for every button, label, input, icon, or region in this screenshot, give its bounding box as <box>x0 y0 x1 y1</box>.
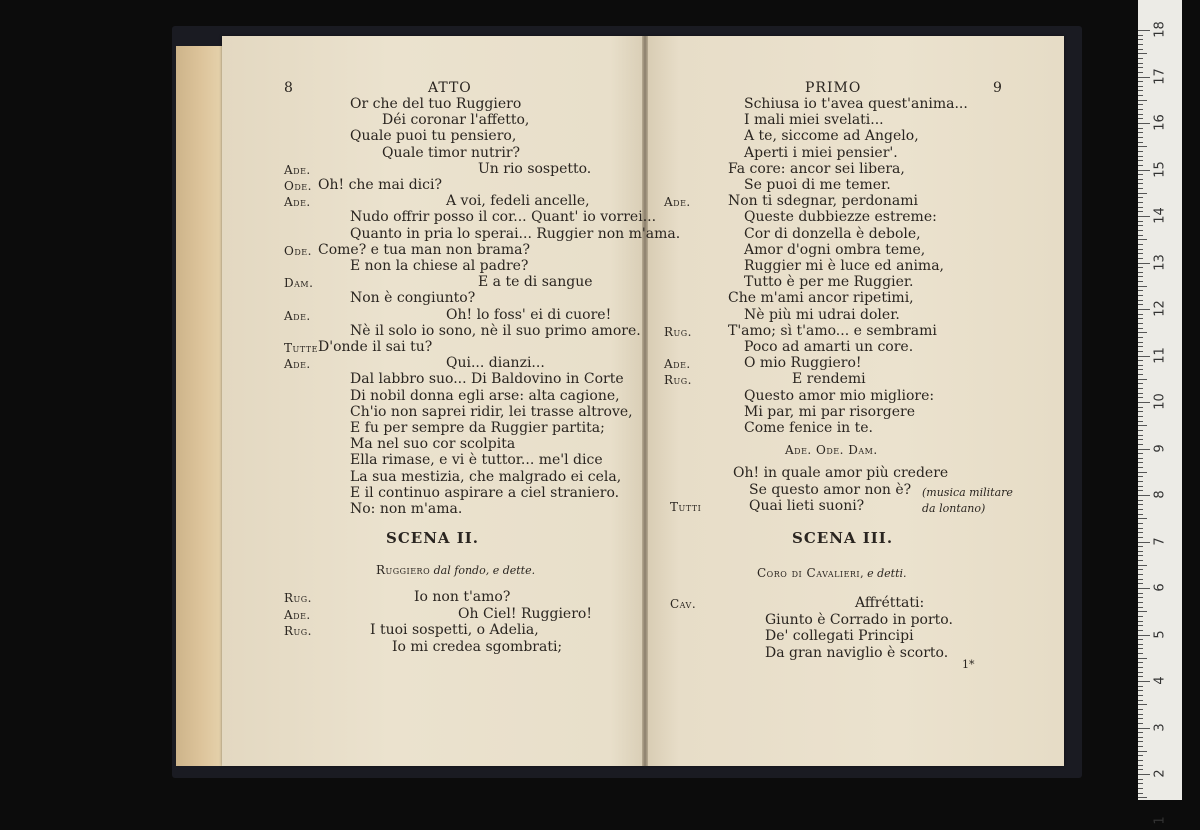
ruler-tick <box>1138 63 1143 64</box>
ruler-tick <box>1138 462 1143 463</box>
ruler-label: 9 <box>1152 443 1168 453</box>
verse-line: Ma nel suo cor scolpita <box>350 436 516 453</box>
ruler-tick <box>1138 630 1143 631</box>
ruler-tick <box>1138 281 1143 282</box>
ruler-tick <box>1138 518 1147 519</box>
ruler-tick <box>1138 235 1143 236</box>
ruler-tick <box>1138 156 1143 157</box>
verse-line: Giunto è Corrado in porto. <box>765 611 953 628</box>
ruler-tick <box>1138 360 1143 361</box>
speaker-label: Ade. <box>284 308 311 323</box>
ruler-tick <box>1138 476 1143 477</box>
ruler-tick <box>1138 723 1143 724</box>
ruler-tick <box>1138 616 1143 617</box>
ruler-tick <box>1138 467 1143 468</box>
ruler-tick <box>1138 597 1143 598</box>
speaker-label: Cav. <box>670 597 697 611</box>
ruler-label: 10 <box>1152 393 1168 410</box>
verse-line: Nè più mi udrai doler. <box>744 306 900 323</box>
ruler-tick <box>1138 351 1143 352</box>
verse-line: Ruggier mi è luce ed anima, <box>744 258 945 274</box>
ruler-tick <box>1138 30 1150 31</box>
verse-line: Come? e tua man non brama? <box>318 241 530 258</box>
ruler-tick <box>1138 676 1143 677</box>
ruler-tick <box>1138 500 1143 501</box>
ruler-tick <box>1138 160 1143 161</box>
verse-line: Questo amor mio migliore: <box>744 387 935 404</box>
ruler-tick <box>1138 239 1147 240</box>
page-stack-edge <box>176 46 224 766</box>
ruler-tick <box>1138 323 1143 324</box>
verse-line: Se puoi di me temer. <box>744 177 891 193</box>
ruler-tick <box>1138 514 1143 515</box>
ruler-tick <box>1138 67 1143 68</box>
speaker-label: Ade. <box>284 357 311 372</box>
ruler-tick <box>1138 118 1143 119</box>
ruler-tick <box>1138 388 1143 389</box>
right-stage-direction: Coro di Cavalieri, e detti. <box>757 566 907 580</box>
ruler-tick <box>1138 342 1143 343</box>
ruler-tick <box>1138 263 1150 264</box>
verse-line: Quanto in pria lo sperai... Ruggier non m'ama. <box>350 225 681 242</box>
ruler-tick <box>1138 797 1147 798</box>
verse-line: Dal labbro suo... Di Baldovino in Corte <box>350 371 624 388</box>
verse-line: Io non t'amo? <box>414 589 511 605</box>
ruler-tick <box>1138 109 1143 110</box>
ruler-tick <box>1138 165 1143 166</box>
ruler-tick <box>1138 244 1143 245</box>
ruler-tick <box>1138 546 1143 547</box>
ruler-label: 14 <box>1152 207 1168 224</box>
verse-line: Poco ad amarti un core. <box>744 339 914 355</box>
verse-line: Non ti sdegnar, perdonami <box>728 193 918 210</box>
ruler-tick <box>1138 207 1143 208</box>
ruler-tick <box>1138 537 1143 538</box>
verse-line: E rendemi <box>792 371 866 388</box>
ruler-tick <box>1138 365 1143 366</box>
ruler-tick <box>1138 644 1143 645</box>
verse-line: Affréttati: <box>855 595 925 611</box>
ruler-tick <box>1138 369 1143 370</box>
ruler-tick <box>1138 300 1143 301</box>
stage-direction-rest: e detti. <box>867 567 907 580</box>
verse-line: Quai lieti suoni? <box>749 498 865 514</box>
ruler-tick <box>1138 690 1143 691</box>
verse-line: E a te di sangue <box>478 274 593 291</box>
verse-line: Non è congiunto? <box>350 290 476 307</box>
ruler-tick <box>1138 430 1143 431</box>
ruler-tick <box>1138 765 1143 766</box>
verse-line: Io mi credea sgombrati; <box>392 638 563 655</box>
ruler-tick <box>1138 146 1147 147</box>
ruler-tick <box>1138 672 1143 673</box>
ruler-tick <box>1138 746 1143 747</box>
verse-line: Oh! lo foss' ei di cuore! <box>446 306 612 323</box>
ruler-tick <box>1138 407 1143 408</box>
verse-line: Oh! che mai dici? <box>318 177 442 193</box>
ruler-tick <box>1138 560 1143 561</box>
ruler-tick <box>1138 681 1150 682</box>
ruler-tick <box>1138 128 1143 129</box>
ruler-tick <box>1138 658 1147 659</box>
ruler-tick <box>1138 90 1143 91</box>
ruler-label: 17 <box>1152 67 1168 85</box>
ruler-tick <box>1138 700 1143 701</box>
ruler-tick <box>1138 695 1143 696</box>
verse-line: Or che del tuo Ruggiero <box>350 96 522 112</box>
ruler-tick <box>1138 481 1143 482</box>
verse-line: Quale puoi tu pensiero, <box>350 128 517 145</box>
ruler-label: 5 <box>1152 629 1168 639</box>
verse-line: A voi, fedeli ancelle, <box>446 193 590 210</box>
ruler-tick <box>1138 123 1150 124</box>
ruler-tick <box>1138 574 1143 575</box>
ruler-tick <box>1138 151 1143 152</box>
ruler-tick <box>1138 555 1143 556</box>
ruler-tick <box>1138 211 1143 212</box>
ruler-tick <box>1138 221 1143 222</box>
ruler-tick <box>1138 267 1143 268</box>
verse-line: Schiusa io t'avea quest'anima... <box>744 96 968 112</box>
ruler-tick <box>1138 253 1143 254</box>
speaker-label: Rug. <box>664 324 692 339</box>
ruler-tick <box>1138 286 1147 287</box>
ruler-tick <box>1138 393 1143 394</box>
ruler-tick <box>1138 397 1143 398</box>
right-page-number: 9 <box>993 80 1002 96</box>
ruler-tick <box>1138 332 1147 333</box>
ruler-tick <box>1138 230 1143 231</box>
verse-line: Déi coronar l'affetto, <box>382 112 530 129</box>
stage-direction-rest: dal fondo, e dette. <box>433 564 536 577</box>
ruler-tick <box>1138 495 1150 496</box>
ruler-tick <box>1138 648 1143 649</box>
ruler-label: 18 <box>1152 21 1168 38</box>
speaker-label: Rug. <box>664 373 692 388</box>
verse-line: Quale timor nutrir? <box>382 144 521 161</box>
verse-line: E il continuo aspirare a ciel straniero. <box>350 484 620 501</box>
ruler-tick <box>1138 635 1150 636</box>
verse-line: I tuoi sospetti, o Adelia, <box>370 622 539 638</box>
ruler-tick <box>1138 509 1143 510</box>
ruler-tick <box>1138 741 1143 742</box>
ruler-tick <box>1138 602 1143 603</box>
ruler-tick <box>1138 449 1150 450</box>
ruler-tick <box>1138 35 1143 36</box>
ruler-label: 8 <box>1152 490 1168 499</box>
verse-line: Oh! in quale amor più credere <box>733 465 949 481</box>
speaker-label: Ode. <box>284 243 312 258</box>
ruler-tick <box>1138 793 1143 794</box>
ruler-tick <box>1138 318 1143 319</box>
speaker-label: Ade. <box>284 195 311 210</box>
left-stage-direction <box>376 562 535 579</box>
ruler-tick <box>1138 374 1143 375</box>
verse-line: D'onde il sai tu? <box>318 339 433 355</box>
verse-line: Tutto è per me Ruggier. <box>744 274 914 291</box>
verse-line: Queste dubbiezze estreme: <box>744 209 937 226</box>
ruler-tick <box>1138 439 1143 440</box>
speaker-label: Ade. <box>284 162 311 177</box>
verse-line: Da gran naviglio è scorto. <box>765 644 949 661</box>
ruler-tick <box>1138 579 1143 580</box>
speaker-label: Rug. <box>284 624 312 638</box>
ruler-tick <box>1138 528 1143 529</box>
verse-line: Mi par, mi par risorgere <box>744 403 915 420</box>
ruler-tick <box>1138 639 1143 640</box>
ruler-tick <box>1138 774 1150 775</box>
verse-line: Oh Ciel! Ruggiero! <box>458 605 592 622</box>
ruler-tick <box>1138 272 1143 273</box>
verse-line: Nè il solo io sono, nè il suo primo amore. <box>350 322 641 339</box>
ruler-tick <box>1138 114 1143 115</box>
ruler-tick <box>1138 565 1147 566</box>
ruler-tick <box>1138 588 1150 589</box>
ruler-label: 3 <box>1152 722 1168 732</box>
ruler-tick <box>1138 328 1143 329</box>
ruler-tick <box>1138 100 1147 101</box>
ruler-tick <box>1138 58 1143 59</box>
ruler-tick <box>1138 44 1143 45</box>
ruler-tick <box>1138 593 1143 594</box>
ruler-tick <box>1138 732 1143 733</box>
ruler-tick <box>1138 504 1143 505</box>
ruler-tick <box>1138 137 1143 138</box>
ruler-tick <box>1138 49 1143 50</box>
ruler-label: 1 <box>1152 815 1168 825</box>
ruler-tick <box>1138 490 1143 491</box>
ruler-tick <box>1138 295 1143 296</box>
ruler-tick <box>1138 714 1143 715</box>
speaker-label: Rug. <box>284 591 312 605</box>
measuring-ruler <box>1138 0 1182 825</box>
ruler-tick <box>1138 304 1143 305</box>
ruler-tick <box>1138 132 1143 133</box>
verse-line: Se questo amor non è? <box>749 481 912 498</box>
ruler-tick <box>1138 104 1143 105</box>
ruler-tick <box>1138 174 1143 175</box>
speaker-label: Dam. <box>284 276 314 291</box>
right-running-head: PRIMO <box>805 80 862 96</box>
ruler-tick <box>1138 183 1143 184</box>
ruler-tick <box>1138 193 1147 194</box>
left-running-head: ATTO <box>428 80 472 96</box>
stage-direction-name: Coro di Cavalieri <box>757 566 861 580</box>
ruler-tick <box>1138 276 1143 277</box>
ruler-tick <box>1138 760 1143 761</box>
ruler-tick <box>1138 142 1143 143</box>
ruler-tick <box>1138 337 1143 338</box>
ruler-tick <box>1138 718 1143 719</box>
ruler-tick <box>1138 379 1147 380</box>
ruler-label: 2 <box>1152 769 1168 778</box>
ruler-tick <box>1138 779 1143 780</box>
verse-line: E non la chiese al padre? <box>350 258 529 274</box>
ruler-tick <box>1138 532 1143 533</box>
ruler-tick <box>1138 411 1143 412</box>
verse-line: Qui... dianzi... <box>446 355 545 372</box>
verse-line: O mio Ruggiero! <box>744 355 862 372</box>
left-page-number: 8 <box>284 80 293 96</box>
ruler-tick <box>1138 197 1143 198</box>
ruler-tick <box>1138 783 1143 784</box>
ruler-tick <box>1138 416 1143 417</box>
verse-line: No: non m'ama. <box>350 501 463 517</box>
signature-mark: 1* <box>962 658 975 671</box>
ruler-tick <box>1138 421 1143 422</box>
right-speakers-line: Ade. Ode. Dam. <box>785 443 878 457</box>
ruler-tick <box>1138 662 1143 663</box>
ruler-tick <box>1138 458 1143 459</box>
speaker-label: Ade. <box>664 357 691 372</box>
speaker-label: Tutti <box>670 500 702 514</box>
speaker-label: Ode. <box>284 179 312 193</box>
ruler-tick <box>1138 202 1143 203</box>
stage-note: (musica militare <box>922 485 1013 499</box>
ruler-tick <box>1138 728 1150 729</box>
verse-line: Aperti i miei pensier'. <box>744 144 898 161</box>
ruler-tick <box>1138 402 1150 403</box>
ruler-label: 11 <box>1152 346 1168 364</box>
ruler-tick <box>1138 77 1150 78</box>
ruler-tick <box>1138 653 1143 654</box>
ruler-tick <box>1138 486 1143 487</box>
ruler-tick <box>1138 425 1147 426</box>
ruler-label: 12 <box>1152 300 1168 317</box>
ruler-tick <box>1138 444 1143 445</box>
verse-line: E fu per sempre da Ruggier partita; <box>350 420 605 436</box>
verse-line: De' collegati Principi <box>765 628 914 644</box>
ruler-tick <box>1138 583 1143 584</box>
ruler-tick <box>1138 188 1143 189</box>
ruler-tick <box>1138 216 1150 217</box>
ruler-tick <box>1138 542 1150 543</box>
ruler-tick <box>1138 309 1150 310</box>
ruler-tick <box>1138 523 1143 524</box>
verse-line: La sua mestizia, che malgrado ei cela, <box>350 468 622 485</box>
verse-line: Un rio sospetto. <box>478 160 592 177</box>
ruler-label: 13 <box>1152 253 1168 271</box>
ruler-tick <box>1138 314 1143 315</box>
ruler-tick <box>1138 737 1143 738</box>
ruler-tick <box>1138 551 1143 552</box>
verse-line: Di nobil donna egli arse: alta cagione, <box>350 387 620 404</box>
ruler-tick <box>1138 788 1143 789</box>
ruler-tick <box>1138 435 1143 436</box>
ruler-tick <box>1138 53 1147 54</box>
right-scene-title: SCENA III. <box>792 529 894 547</box>
ruler-tick <box>1138 258 1143 259</box>
ruler-tick <box>1138 290 1143 291</box>
book-gutter <box>642 36 648 766</box>
ruler-tick <box>1138 755 1143 756</box>
verse-line: Come fenice in te. <box>744 420 873 436</box>
ruler-tick <box>1138 383 1143 384</box>
ruler-tick <box>1138 625 1143 626</box>
stage-note: da lontano) <box>922 502 986 515</box>
verse-line: Che m'ami ancor ripetimi, <box>728 290 914 307</box>
ruler-tick <box>1138 179 1143 180</box>
ruler-tick <box>1138 472 1147 473</box>
ruler-tick <box>1138 769 1143 770</box>
ruler-label: 15 <box>1152 160 1168 178</box>
ruler-tick <box>1138 81 1143 82</box>
ruler-tick <box>1138 72 1143 73</box>
ruler-label: 7 <box>1152 536 1168 546</box>
speaker-label: Ade. <box>664 195 691 210</box>
speaker-label: Ade. <box>284 607 311 622</box>
ruler-tick <box>1138 751 1147 752</box>
ruler-tick <box>1138 86 1143 87</box>
stage-direction-name: Ruggiero <box>376 563 431 577</box>
verse-line: T'amo; sì t'amo... e sembrami <box>728 322 937 339</box>
ruler-tick <box>1138 225 1143 226</box>
ruler-label: 6 <box>1152 583 1168 592</box>
verse-line: Fa core: ancor sei libera, <box>728 160 905 177</box>
verse-line: Nudo offrir posso il cor... Quant' io vorrei... <box>350 209 657 226</box>
speaker-label: Tutte <box>284 341 318 355</box>
ruler-tick <box>1138 249 1143 250</box>
ruler-tick <box>1138 569 1143 570</box>
ruler-tick <box>1138 95 1143 96</box>
ruler-tick <box>1138 170 1150 171</box>
verse-line: I mali miei svelati... <box>744 112 884 129</box>
ruler-tick <box>1138 686 1143 687</box>
ruler-tick <box>1138 453 1143 454</box>
ruler-tick <box>1138 709 1143 710</box>
ruler-tick <box>1138 611 1147 612</box>
ruler-tick <box>1138 356 1150 357</box>
verse-line: Ch'io non saprei ridir, lei trasse altrove, <box>350 403 633 420</box>
ruler-tick <box>1138 346 1143 347</box>
ruler-label: 16 <box>1152 114 1168 131</box>
verse-line: Ella rimase, e vi è tuttor... me'l dice <box>350 452 603 469</box>
ruler-tick <box>1138 667 1143 668</box>
ruler-tick <box>1138 704 1147 705</box>
verse-line: Cor di donzella è debole, <box>744 225 921 242</box>
verse-line: A te, siccome ad Angelo, <box>744 128 919 145</box>
ruler-tick <box>1138 607 1143 608</box>
verse-line: Amor d'ogni ombra teme, <box>744 241 926 258</box>
ruler-tick <box>1138 621 1143 622</box>
left-scene-title: SCENA II. <box>386 529 480 547</box>
ruler-label: 4 <box>1152 676 1168 685</box>
ruler-tick <box>1138 39 1143 40</box>
